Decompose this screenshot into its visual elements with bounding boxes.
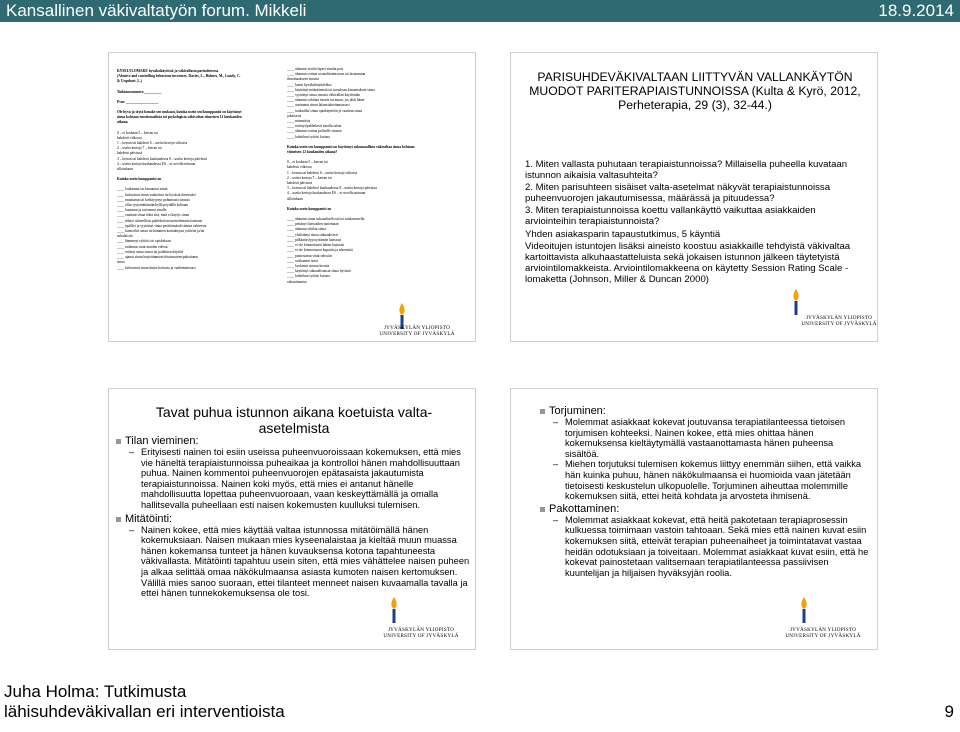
questionnaire-line: ____ tehnyt suhteellisia päätöksiä neuvottelematta kanssasi xyxy=(117,218,203,223)
logo-line-1: JYVÄSKYLÄN YLIOPISTO xyxy=(789,627,857,633)
list-item: Yhden asiakasparin tapaustutkimus, 5 käyntiä xyxy=(525,228,721,240)
section-text: – Molemmat asiakkaat kokevat, että heitä pakotetaan terapiaprosessin kulkuessa toimimaan vastoin tahtoaan. Sekä mies että nainen kuvat esiin kokemuksen siitä, etteivät terapian puheenaiheet ja toimintatavat vastaa heidän odotuksiaan ja toiveitaan. Molemmat asiakkaat kuvat esiin, että he kokevat painostetaan valitsemaan terapiatilanteessa passiivisen kuuntelijan ja hiljaisen hyväksyjän roolia. xyxy=(539,515,869,579)
section-text: – Erityisesti nainen toi esiin useissa puheenvuoroissaan kokemuksen, että mies vie häneltä terapiaistunnoissa puheaikaa ja kontrolloi hänen mahdollisuuttaan puhua. Nainen kommentoi puheenvuorojen epätasaista jakautumista terapiaistunnoissa. Nainen koki myös, että mies ei antanut hänelle mahdollisuutta lopettaa puheenvuoroaan, vaan keskeyttämällä ja omalla hallitsevalla puheellaan esti naisen kokemusten kuulluksi tulemisen. xyxy=(115,447,473,511)
slide-thumbnail-1 xyxy=(108,52,476,342)
questionnaire-line: ____ loukannut tai kiusannut sinua xyxy=(117,187,168,192)
questionnaire-line: ____ kuten hyväksikäyttäväksi xyxy=(287,82,332,87)
questionnaire-line: ____ uhannut vioida lapset sinulta pois xyxy=(287,67,344,71)
section-heading: Tilan vieminen: xyxy=(115,435,473,447)
questionnaire-line: aikana. xyxy=(117,120,129,125)
section-heading: Pakottaminen: xyxy=(539,503,869,515)
logo-line-2: UNIVERSITY OF JYVÄSKYLÄ xyxy=(379,331,455,337)
questionnaire-line: Kuinka usein kumppanisi on xyxy=(287,206,332,211)
questionnaire-line: ____ uhannut sorttaa sosiaalitoimistoon tai lastaarsaan xyxy=(287,72,366,77)
questionnaire-line: ____ uhannut sinua sukuaalisella tai/tai satulomusella xyxy=(287,217,365,222)
questionnaire-line: ____ hämmeyt ryhtiisi tai opiskeluasi xyxy=(117,239,172,244)
section-text: – Nainen kokee, että mies käyttää valtaa istunnossa mitätöimällä hänen kokemuksiaan. Naisen mukaan mies kyseenalaistaa ja kieltää muun muassa hänen kokemansa tunteet ja hänen kuvauksensa kotona tapahtuneesta väkivallasta. Mitätöinti tapahtuu usein siten, että mies vähättelee naisen puheen ja alkaa selittää omaa näkökulmaansa asiasta kumoten naisen kertomuksen. Välillä mies sanoo suoraan, ettei tilanteet menneet naisen kuvaamalla tavalla ja ettei hänen tunnekokemuksensa ole tosi. xyxy=(115,525,473,599)
questionnaire-line: ____ estänyt sinua sanoa tai polalinen käyttöä xyxy=(117,249,184,254)
questionnaire-line: ____ epäillyt ja syyttänyt sinua perättömästä/sinusta suhteesta xyxy=(117,223,207,228)
questionnaire-line: ____ kontrolloi sinun tai hämmen kontaktejasi ystäviin ja/tai xyxy=(117,229,205,234)
university-logo-text xyxy=(367,325,467,337)
questionnaire-line: viimeisen 12 kuukauden aikana? xyxy=(287,150,338,155)
questionnaire-line: ilmoittaakseen sinusta xyxy=(287,77,319,82)
questionnaire-line: Pvm: __________________ xyxy=(117,99,159,104)
questionnaire-line: ____ esiintyi/pahhekesti sinulla rahaa xyxy=(287,124,342,129)
questionnaire-line: ____ uhannut sorttaa poliisille sinusta xyxy=(287,129,342,134)
page-title: Kansallinen väkivaltatyön forum. Mikkeli xyxy=(6,1,307,20)
university-logo-icon xyxy=(387,595,401,625)
questionnaire-line: sinua xyxy=(117,260,125,265)
questionnaire-line: ____ ei ole kiinnostunut hänen kanssasi xyxy=(287,243,345,248)
questionnaire-line: KYSELYLOMAKE hyväksikäytöstä ja väkivallasta parisuhteessa xyxy=(117,69,219,73)
questionnaire-line: (Abusive and controlling behaviour inventory. Davies, L., Holmes, M., Lundy, C. xyxy=(117,74,241,79)
questionnaire-line: kahdesti päivässä xyxy=(287,181,313,186)
slide-2-list xyxy=(525,159,865,286)
questionnaire-line: ____ pilkkanyt/pyssyisämön kanssasi xyxy=(287,237,342,242)
slide-3-heading: Tavat puhua istunnon aikana koetuista valta-asetelmista xyxy=(155,404,433,436)
list-item: 2. Miten parisuhteen sisäiset valta-asetelmat näkyvät terapiaistunnoissa puheenvuorojen jakautumisessa, määrässä ja pituudessa? xyxy=(525,182,831,205)
questionnaire-line: sukulaisiin xyxy=(117,234,133,239)
logo-line-2: UNIVERSITY OF JYVÄSKYLÄ xyxy=(801,321,877,327)
questionnaire-line: ____ huutanut ja raivonnut sinulle xyxy=(117,208,167,213)
slide-3-body xyxy=(115,435,473,599)
logo-line-1: JYVÄSKYLÄN YLIOPISTO xyxy=(805,315,873,321)
section-text: – Molemmat asiakkaat kokevat joutuvansa terapiatilanteessa tietoisen torjumisen kohteeksi. Nainen kokee, että mies ohittaa hänen kokemuksensa kieltäytymällä vastaanottamasta hänen puheensa sisältöä. xyxy=(539,417,869,459)
questionnaire-line: kahdesti viikossa xyxy=(117,135,142,140)
university-logo-text xyxy=(773,627,873,639)
questionnaire-line: & Urquhart, L.) xyxy=(117,79,142,84)
questionnaire-line: jokaisesta xyxy=(287,113,302,118)
list-item: 1. Miten vallasta puhutaan terapiaistunnoissa? Millaisella puheella kuvataan istunnon aikaisia valtasuhteita? xyxy=(525,159,848,182)
questionnaire-line: ____ kohtelnut työtäsi kotona xyxy=(287,274,330,279)
questionnaire-line: silloinkaan xyxy=(287,196,303,201)
slide-thumbnail-2 xyxy=(510,52,878,342)
questionnaire-line: 0 – ei koskaan 5 – kerran tai xyxy=(287,160,328,165)
slide-2-heading: PARISUHDEVÄKIVALTAAN LIITTYVÄN VALLANKÄYTÖN MUODOT PARITERAPIAISTUNNOISSA (Kulta & Kyrö, 2012, Perheterapia, 29 (3), 32-44.) xyxy=(529,70,861,112)
questionnaire-line: 2 – useita kertoja 7 – kerran tai xyxy=(287,175,332,180)
questionnaire-line: Kuinka usein sen kumppanisi on käyttänyt sukumaallista väkivaltaa sinua kohtaan xyxy=(287,144,415,149)
university-logo-text xyxy=(371,627,471,639)
page-number: 9 xyxy=(944,702,954,721)
questionnaire-line: 4 – useita kertoja kuukaudessa ES – ei sovellu minuun xyxy=(287,191,366,196)
university-logo-icon xyxy=(789,287,803,317)
questionnaire-line: 4 – useita kertoja kuukaudessa ES – ei sovellu minuun xyxy=(117,161,196,166)
header-bar xyxy=(0,0,960,22)
questionnaire-line: 2 – useita kertoja 7 – kerran tai xyxy=(117,146,162,151)
questionnaire-line: ____ kohtelnut työtäsi kotona xyxy=(287,134,330,139)
questionnaire-line: ____ minuutista xyxy=(287,119,311,124)
questionnaire-left-column xyxy=(117,69,279,271)
questionnaire-line: ____ raiskannut sinut xyxy=(287,258,318,263)
slide-thumbnail-4 xyxy=(510,388,878,650)
section-heading: Mitätöinti: xyxy=(115,513,473,525)
questionnaire-line: ____ ei ole kiinnostunut kuputtia ja tekemistä xyxy=(287,248,353,253)
questionnaire-line: ____ muuttanut tai kieltäytynyt puhumasta sinusta xyxy=(117,197,190,202)
questionnaire-line: sinua kohtaan emotionaalista tai psykologista väkivaltaa viimeisen 12 kuukauden xyxy=(117,115,242,120)
list-item: Videoitujen istuntojen lisäksi aineisto koostuu asiakkaille tehdyistä väkivaltaa kartoittavista alkuhaastatteluista sekä jokaisen istunnon jälkeen täytetyistä arviointilomakkeista. Arviointilomakkeena on käytetty Session Rating Scale -lomaketta (Johnson, Miller & Duncan 2000) xyxy=(525,240,851,285)
questionnaire-line: ____ kritisoinut sinun kuten hoitosta ja vanhemmistasi xyxy=(117,265,196,270)
questionnaire-line: ____ koskenut sinuun luvatta xyxy=(287,263,330,268)
section-text: – Miehen torjutuksi tulemisen kokemus liittyy enemmän siihen, että vaikka hän kuinka puhuu, hänen näkökulmaansa ei huomioida vaan jätetään tietoisesti keskustelun ulkopuolelle. Torjuminen aiheuttaa molemmille kokemuksen siitä, ettei heitä kohdata ja arvosteta ihmisenä. xyxy=(539,459,869,501)
questionnaire-line: 1 – kerran tai kahdesti 6 – useita kertoja viikossa xyxy=(287,170,358,175)
questionnaire-line: ____ nolannut sinut muiden edessä xyxy=(117,244,168,249)
questionnaire-line: ____ painostanut sinut sekssiin xyxy=(287,253,332,258)
questionnaire-line: 3 – kerran tai kahdesti kuukaudessa 8 – useita kertoja päivässä xyxy=(287,186,377,191)
questionnaire-line: ____ ajanut sinun harjoittamiesi/riitaisuuteen/pakottanut xyxy=(117,255,199,260)
questionnaire-line: ____ ollut tyytymättömän/kyllä pöydällä kohtaan xyxy=(117,203,189,208)
footer-text: Juha Holma: Tutkimusta lähisuhdeväkivallan eri interventioista xyxy=(4,682,285,721)
logo-line-1: JYVÄSKYLÄN YLIOPISTO xyxy=(387,627,455,633)
university-logo-text xyxy=(801,315,877,327)
questionnaire-line: ____ uusinanut sinun lakansialuettamassasi xyxy=(287,103,350,108)
section-heading: Torjuminen: xyxy=(539,405,869,417)
questionnaire-line: 0 – ei koskaan 5 – kerran tai xyxy=(117,130,158,135)
logo-line-1: JYVÄSKYLÄN YLIOPISTO xyxy=(383,325,451,331)
questionnaire-line: ____ uhannut oikilaa sinua xyxy=(287,227,326,232)
questionnaire-line: ____ tuokaallut sinun ajankäyttöön ja vaatinut sinua xyxy=(287,108,363,113)
questionnaire-line: ____ syyttänyt sinua omasta väkivallan käytöstään xyxy=(287,93,360,98)
questionnaire-line: Kuinka usein kumppanisi on xyxy=(117,177,162,182)
university-logo-icon xyxy=(797,595,811,625)
slide-thumbnail-3 xyxy=(108,388,476,650)
list-item: 3. Miten terapiaistunnoissa koettu vallankäyttö vaikuttaa asiakkaiden arviointeihin terapiaistunnoista? xyxy=(525,205,816,228)
logo-line-2: UNIVERSITY OF JYVÄSKYLÄ xyxy=(383,633,459,639)
questionnaire-line: ____ vaatinut sinua tekiä sitä, mitä ei käytyt sinua xyxy=(117,213,189,218)
questionnaire-line: ____ käyttänyt määräämistä tai isosuhsan kiusantaksen sinua xyxy=(287,87,375,92)
questionnaire-line: 1 – kerran tai kahdesti 6 – useita kertoja viikossa xyxy=(117,141,188,146)
questionnaire-line: 3 – kerran tai kahdesti kuukaudessa 8 – useita kertoja päivässä xyxy=(117,156,207,161)
questionnaire-right-column xyxy=(287,67,457,285)
questionnaire-line: vakuuttuneita xyxy=(287,279,307,284)
questionnaire-line: Ole hyvä ja täytä lomake sen mukaan, kuinka usein sen/kumppanisi on käyttänyt xyxy=(117,110,242,115)
logo-line-2: UNIVERSITY OF JYVÄSKYLÄ xyxy=(785,633,861,639)
questionnaire-line: ____ pettänyt tilassaiden tuntemaan xyxy=(287,222,339,227)
questionnaire-line: ____ uhannut vahittaa itsesäs tai muun, jos jätät hänet xyxy=(287,98,365,103)
slide-4-body xyxy=(539,405,869,578)
questionnaire-line: ____ kritisoinut sinun vaatteitasi tai hyvästä ilmeestäsi xyxy=(117,192,196,197)
questionnaire-line: kahdesti päivässä xyxy=(117,151,143,156)
header-date: 18.9.2014 xyxy=(878,1,954,20)
questionnaire-line: Tutkimusnumero__________ xyxy=(117,89,162,94)
questionnaire-line: silloinkaan xyxy=(117,167,133,172)
questionnaire-line: kahdesti viikossa xyxy=(287,165,312,170)
questionnaire-line: ____ yhdistänyt sinua sukuaalisesti xyxy=(287,232,338,237)
questionnaire-line: ____ käyttänyt sukuaalisuusta sinua hyvästä xyxy=(287,269,351,274)
